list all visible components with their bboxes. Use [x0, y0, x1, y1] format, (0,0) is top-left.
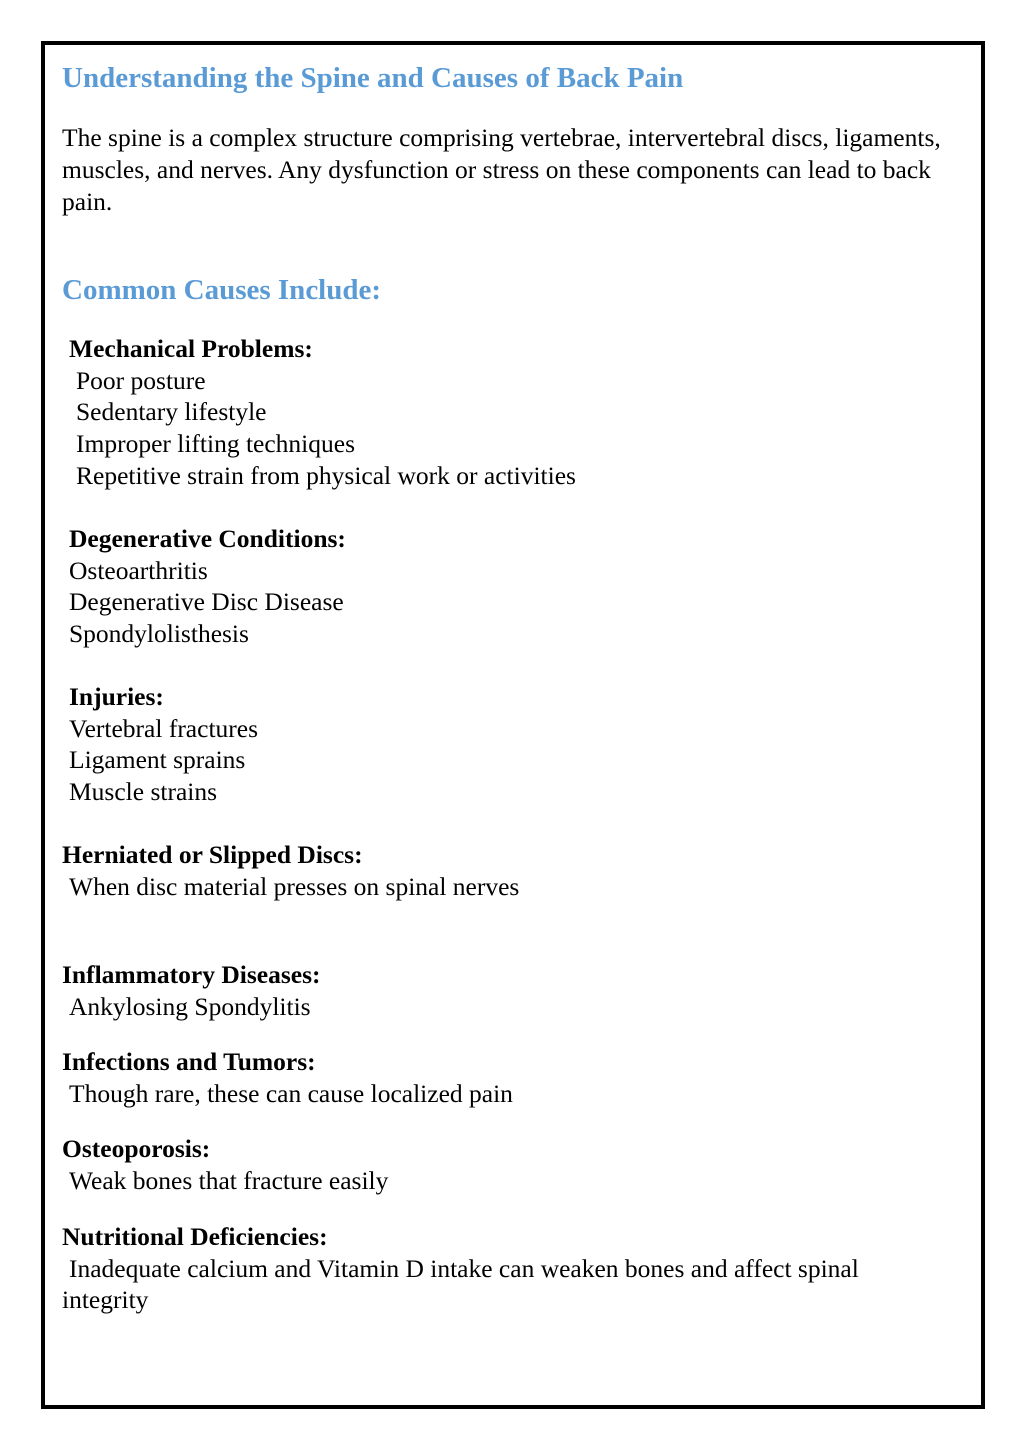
section-heading: Herniated or Slipped Discs: [62, 840, 363, 869]
intro-paragraph: The spine is a complex structure comprising vertebrae, intervertebral discs, ligaments, muscles, and nerves. Any dysfunction or stress on these components can lead to back pain. [62, 123, 941, 216]
list-item: Spondylolisthesis [69, 619, 249, 649]
section-inflammatory-diseases [62, 959, 321, 1022]
section-osteoporosis [62, 1133, 388, 1196]
section-herniated-discs [62, 839, 519, 902]
list-item: Ligament sprains [69, 745, 246, 775]
section-heading: Mechanical Problems: [69, 334, 313, 363]
section-heading: Infections and Tumors: [62, 1047, 316, 1076]
section-heading: Nutritional Deficiencies: [62, 1222, 328, 1251]
section-injuries [69, 681, 258, 808]
list-item: Inadequate calcium and Vitamin D intake can weaken bones and affect spinal integrity [62, 1253, 859, 1315]
section-heading: Degenerative Conditions: [69, 524, 346, 553]
section-heading: Inflammatory Diseases: [62, 960, 321, 989]
list-item: Though rare, these can cause localized pain [69, 1078, 513, 1108]
section-heading: Osteoporosis: [62, 1134, 211, 1163]
list-item: Improper lifting techniques [76, 429, 356, 459]
section-heading: Injuries: [69, 682, 164, 711]
list-item: Degenerative Disc Disease [69, 587, 344, 617]
list-item: Sedentary lifestyle [76, 397, 267, 427]
list-item: Repetitive strain from physical work or activities [76, 460, 576, 490]
list-item: Poor posture [76, 365, 206, 395]
list-item: When disc material presses on spinal nerves [69, 871, 520, 901]
section-mechanical-problems [69, 333, 576, 492]
list-item: Osteoarthritis [69, 555, 208, 585]
document-title: Understanding the Spine and Causes of Back Pain [62, 62, 684, 94]
section-nutritional-deficiencies [62, 1221, 942, 1316]
list-item: Muscle strains [69, 777, 218, 807]
causes-subtitle: Common Causes Include: [62, 274, 382, 306]
section-infections-tumors [62, 1046, 513, 1109]
list-item: Ankylosing Spondylitis [69, 991, 311, 1021]
section-degenerative-conditions [69, 523, 346, 650]
list-item: Weak bones that fracture easily [69, 1165, 389, 1195]
list-item: Vertebral fractures [69, 713, 259, 743]
